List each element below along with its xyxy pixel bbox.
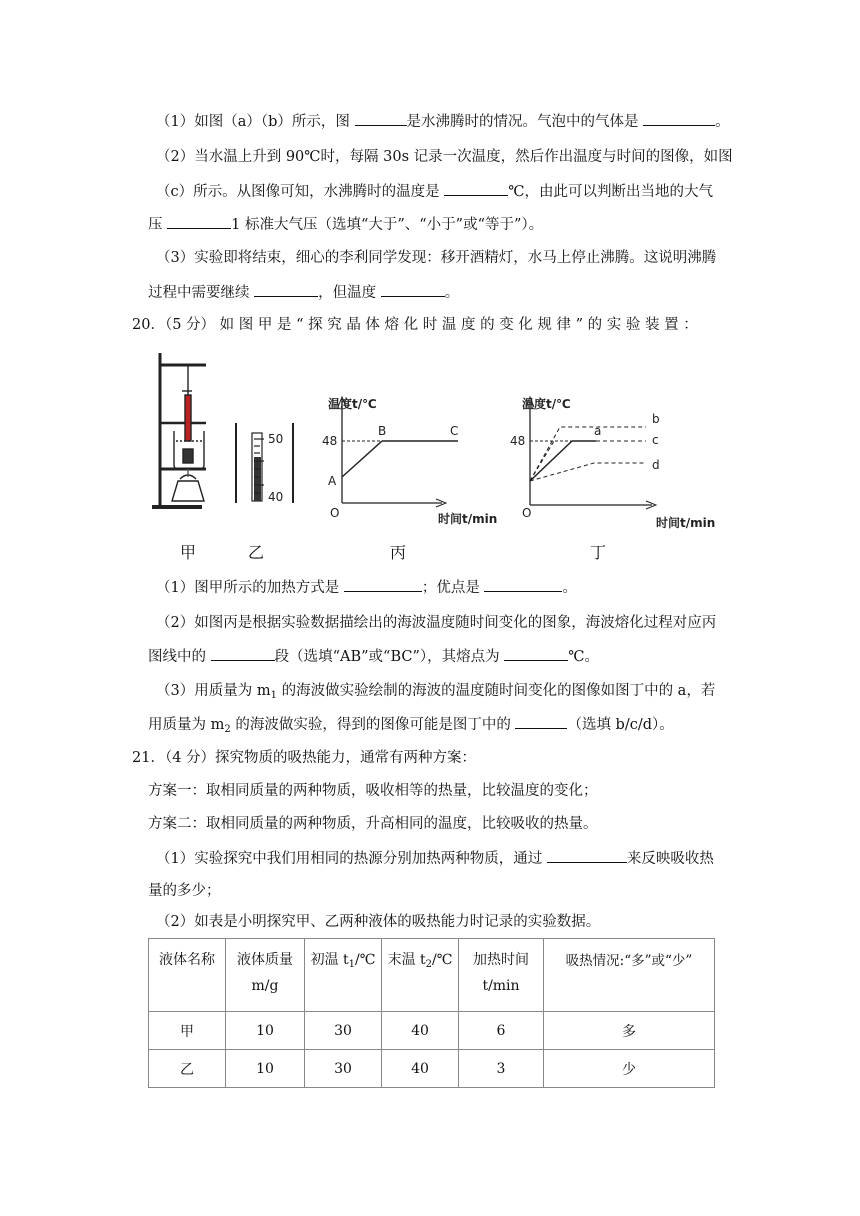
header-liquid-name: 液体名称 (149, 939, 226, 1012)
q20-blank-4[interactable] (504, 646, 568, 661)
ding-label-a: a (594, 424, 602, 438)
table-header-row (149, 939, 715, 1012)
q19-blank-5[interactable] (254, 282, 318, 297)
q21-title: 21．（4 分）探究物质的吸热能力，通常有两种方案： (132, 750, 477, 766)
q20-figures (150, 345, 730, 580)
bing-label-B: B (378, 424, 387, 438)
header-initial-temp: 初温 $t_1/℃$ (305, 939, 382, 1012)
bing-xlabel: 时间t/min (438, 512, 498, 526)
bing-ylabel: 温度t/℃ (328, 397, 377, 411)
q19-part3-line1: （3）实验即将结束，细心的李利同学发现：移开酒精灯，水马上停止沸腾。这说明沸腾 (156, 250, 717, 266)
table-row (149, 1012, 715, 1050)
q19-part2-line2: （c）所示。从图像可知，水沸腾时的温度是 ℃，由此可以判断出当地的大气 (156, 181, 713, 202)
q21-part2: （2）如表是小明探究甲、乙两种液体的吸热能力时记录的实验数据。 (156, 914, 601, 930)
table-cell: 多 (544, 1012, 715, 1050)
header-heating-time: 加热时间 t/min (459, 939, 544, 1012)
q21-plan2: 方案二：取相同质量的两种物质，升高相同的温度，比较吸收的热量。 (148, 816, 598, 832)
table-cell: 40 (382, 1012, 459, 1050)
q19-part3-line2: 过程中需要继续 ，但温度 。 (148, 282, 459, 303)
q20-part2-line2: 图线中的 段（选填“AB”或“BC”），其熔点为 ℃。 (148, 646, 599, 667)
table-row (149, 1050, 715, 1088)
fig-label-bing: 丙 (390, 543, 407, 562)
thermometer-figure (236, 423, 293, 504)
q21-part1-line2: 量的多少； (148, 883, 221, 899)
q19-blank-3[interactable] (444, 181, 508, 196)
fig-label-jia: 甲 (180, 543, 197, 562)
q21-blank-1[interactable] (547, 848, 627, 863)
q20-part1: （1）图甲所示的加热方式是 ；优点是 。 (156, 577, 577, 598)
fig-label-ding: 丁 (590, 543, 607, 562)
bing-tick-48: 48 (322, 434, 338, 448)
q19-part2-line1: （2）当水温上升到 90℃时，每隔 30s 记录一次温度，然后作出温度与时间的图像，如图 (156, 149, 733, 165)
q20-blank-1[interactable] (344, 577, 422, 592)
table-cell: 10 (226, 1050, 305, 1088)
q19-part1: （1）如图（a）（b）所示，图 是水沸腾时的情况。气泡中的气体是 。 (156, 111, 730, 132)
q20-part3-line1: （3）用质量为 $m_1$ 的海波做实验绘制的海波的温度随时间变化的图像如图丁中的 a，若 (156, 683, 716, 701)
q20-figure-svg (150, 345, 730, 580)
header-final-temp: 末温 $t_2/℃$ (382, 939, 459, 1012)
ding-tick-48: 48 (510, 434, 526, 448)
bing-label-C: C (450, 424, 459, 438)
ding-origin: O (522, 506, 532, 520)
ding-ylabel: 温度t/℃ (522, 397, 571, 411)
graph-bing (322, 396, 497, 526)
q19-blank-4[interactable] (167, 214, 231, 229)
ding-label-b: b (652, 412, 660, 426)
q20-blank-2[interactable] (484, 577, 562, 592)
table-cell: 乙 (149, 1050, 226, 1088)
ding-xlabel: 时间t/min (656, 516, 716, 530)
table-cell: 甲 (149, 1012, 226, 1050)
header-heat-absorbed: 吸热情况:“多”或“少” (544, 939, 715, 1012)
table-cell: 6 (459, 1012, 544, 1050)
fig-label-yi: 乙 (248, 543, 265, 562)
table-cell: 40 (382, 1050, 459, 1088)
table-cell: 30 (305, 1050, 382, 1088)
apparatus-figure (152, 353, 206, 507)
q21-plan1: 方案一：取相同质量的两种物质，吸收相等的热量，比较温度的变化； (148, 783, 598, 799)
graph-ding (510, 396, 715, 530)
table-cell: 3 (459, 1050, 544, 1088)
table-cell: 少 (544, 1050, 715, 1088)
data-table (148, 938, 715, 1088)
q19-part2-line3: 压 1 标准大气压（选填“大于”、“小于”或“等于”）。 (148, 214, 543, 235)
table-cell: 30 (305, 1012, 382, 1050)
table-cell: 10 (226, 1012, 305, 1050)
header-mass: 液体质量 m/g (226, 939, 305, 1012)
ding-label-c: c (652, 433, 659, 447)
thermo-top-label: 50 (268, 432, 284, 446)
bing-label-A: A (328, 474, 337, 488)
q19-blank-1[interactable] (355, 111, 407, 126)
q20-title: 20．（5 分） 如 图 甲 是 “ 探 究 晶 体 熔 化 时 温 度 的 变 化 规 律 ” 的 实 验 装 置 ： (132, 317, 698, 333)
bing-origin: O (330, 506, 340, 520)
q20-blank-5[interactable] (515, 714, 567, 729)
thermo-bottom-label: 40 (268, 490, 284, 504)
q19-blank-2[interactable] (643, 111, 715, 126)
q20-part2-line1: （2）如图丙是根据实验数据描绘出的海波温度随时间变化的图象，海波熔化过程对应丙 (156, 615, 717, 631)
q19-blank-6[interactable] (381, 282, 445, 297)
q20-blank-3[interactable] (211, 646, 275, 661)
q20-part3-line2: 用质量为 $m_2$ 的海波做实验，得到的图像可能是图丁中的 （选填 b/c/d）。 (148, 714, 674, 740)
q21-part1: （1）实验探究中我们用相同的热源分别加热两种物质，通过 来反映吸收热 (156, 848, 714, 869)
ding-label-d: d (652, 458, 660, 472)
